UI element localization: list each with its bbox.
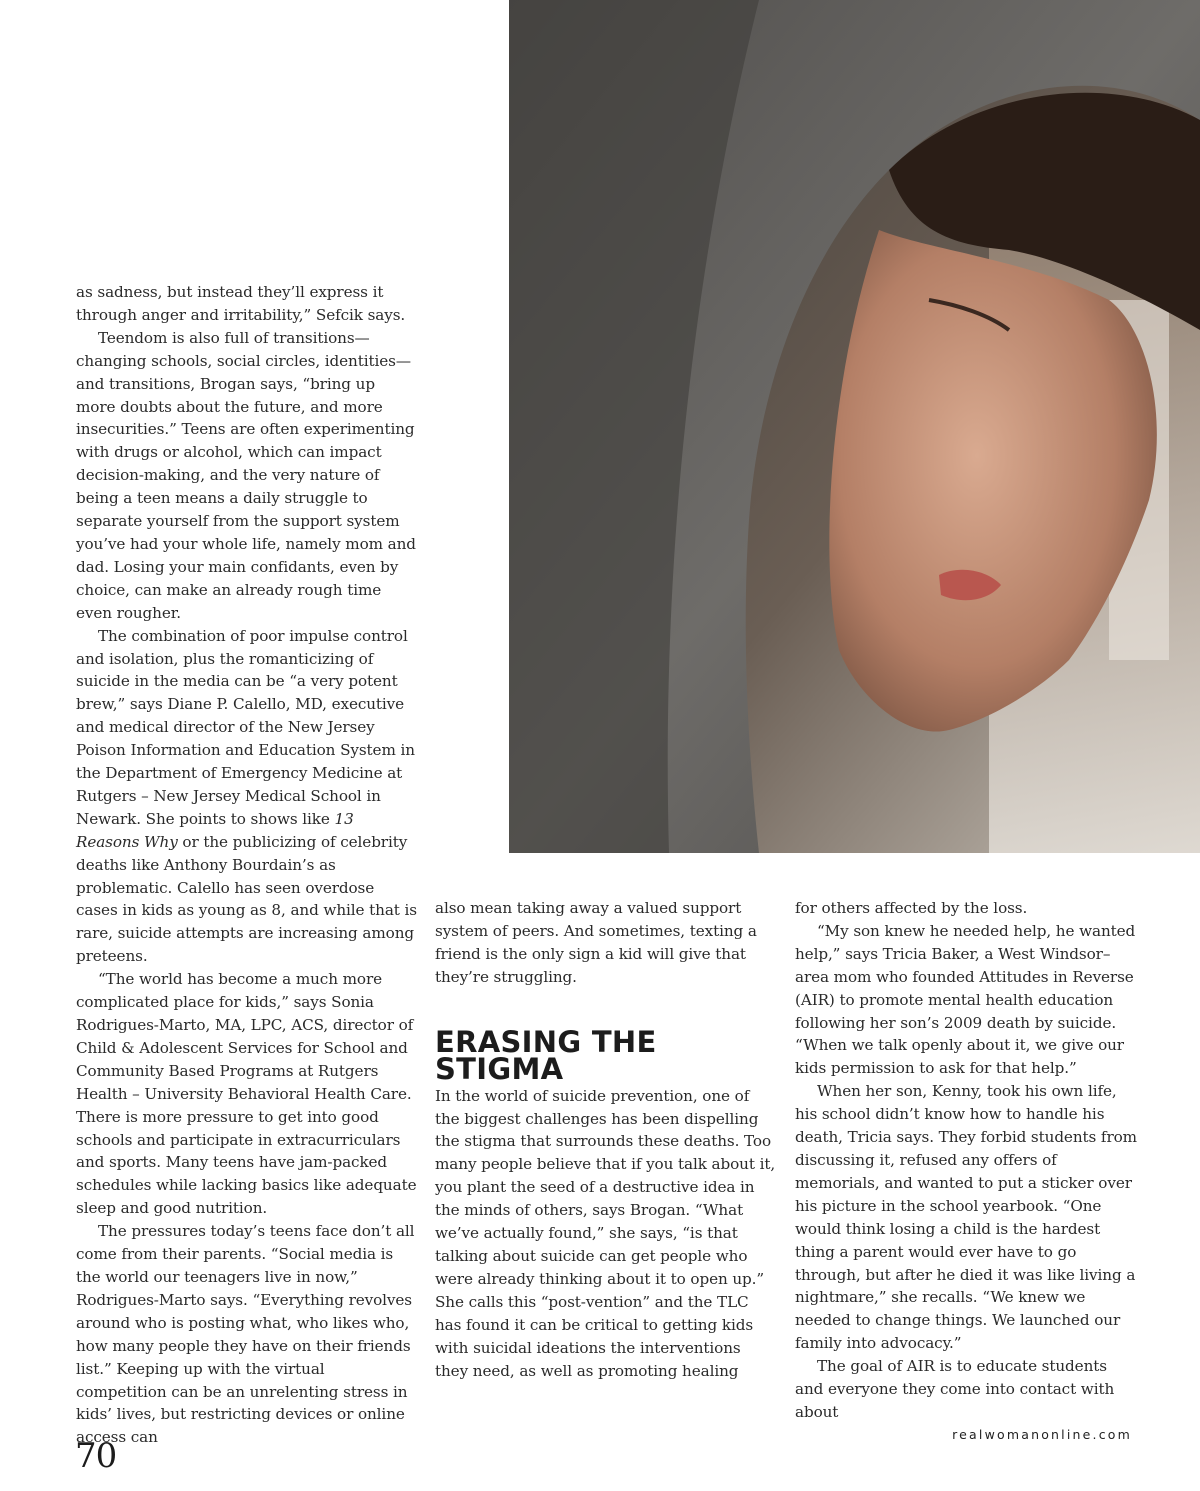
page-number: 70	[75, 1436, 117, 1476]
article-column-3	[795, 897, 1137, 1424]
paragraph: “The world has become a much more complicated place for kids,” says Sonia Rodrigues-Marto, MA, LPC, ACS, director of Child & Adolescent Services for School and Community Based Programs at Rutgers Health – University Behavioral Health Care. There is more pressure to get into good schools and participate in extracurriculars and sports. Many teens have jam-packed schedules while lacking basics like adequate sleep and good nutrition.	[76, 970, 417, 1218]
hero-photo	[509, 0, 1200, 853]
paragraph: Teendom is also full of transitions—changing schools, social circles, identities—and transitions, Brogan says, “bring up more doubts about the future, and more insecurities.” Teens are often experimenting with drugs or alcohol, which can impact decision-making, and the very nature of being a teen means a daily struggle to separate yourself from the support system you’ve had your whole life, namely mom and dad. Losing your main confidants, even by choice, can make an already rough time even rougher.	[76, 328, 416, 622]
paragraph: for others affected by the loss.	[795, 899, 1028, 917]
article-column-1	[76, 281, 418, 1449]
paragraph: The goal of AIR is to educate students and everyone they come into contact with about	[795, 1357, 1115, 1421]
section-heading: ERASING THE STIGMA	[435, 1024, 657, 1086]
paragraph: also mean taking away a valued support system of peers. And sometimes, texting a friend is the only sign a kid will give that they’re struggling.	[435, 899, 757, 986]
paragraph: The combination of poor impulse control and isolation, plus the romanticizing of suicide in the media can be “a very potent brew,” says Diane P. Calello, MD, executive and medical director of the New Jersey Poison Information and Education System in the Department of Emergency Medicine at Rutgers – New Jersey Medical School in Newark. She points to shows like 13 Reasons Why or the publicizing of celebrity deaths like Anthony Bourdain’s as problematic. Calello has seen overdose cases in kids as young as 8, and while that is rare, suicide attempts are increasing among preteens.	[76, 626, 417, 966]
paragraph: In the world of suicide prevention, one of the biggest challenges has been dispelling the stigma that surrounds these deaths. Too many people believe that if you talk about it, you plant the seed of a destructive idea in the minds of others, says Brogan. “What we’ve actually found,” she says, “is that talking about suicide can get people who were already thinking about it to open up.” She calls this “post-vention” and the TLC has found it can be critical to getting kids with suicidal ideations the interventions they need, as well as promoting healing	[435, 1086, 776, 1380]
paragraph: as sadness, but instead they’ll express it through anger and irritability,” Sefcik says.	[76, 283, 406, 324]
article-column-2	[435, 897, 777, 1382]
paragraph: The pressures today’s teens face don’t all come from their parents. “Social media is the world our teenagers live in now,” Rodrigues-Marto says. “Everything revolves around who is posting what, who likes who, how many people they have on their friends list.” Keeping up with the virtual competition can be an unrelenting stress in kids’ lives, but restricting devices or online access can	[76, 1222, 415, 1447]
show-title: 13 Reasons Why	[76, 809, 354, 851]
paragraph: When her son, Kenny, took his own life, his school didn’t know how to handle his death, Tricia says. They forbid students from discussing it, refused any offers of memorials, and wanted to put a sticker over his picture in the school yearbook. “One would think losing a child is the hardest thing a parent would ever have to go through, but after he died it was like living a nightmare,” she recalls. “We knew we needed to change things. We launched our family into advocacy.”	[795, 1082, 1137, 1353]
hooded-teen-image	[509, 0, 1200, 853]
paragraph: “My son knew he needed help, he wanted help,” says Tricia Baker, a West Windsor–area mom who founded Attitudes in Reverse (AIR) to promote mental health education following her son’s 2009 death by suicide. “When we talk openly about it, we give our kids permission to ask for that help.”	[795, 921, 1136, 1078]
website-link[interactable]: realwomanonline.com	[952, 1427, 1132, 1442]
